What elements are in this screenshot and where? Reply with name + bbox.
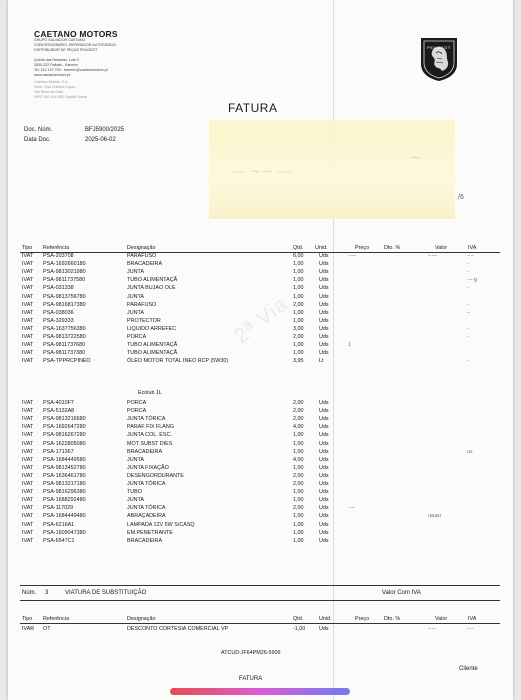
cell-qtd: 1,00 bbox=[293, 269, 304, 276]
t2-header-rule bbox=[20, 623, 500, 624]
cell-ref: PSA-9816817380 bbox=[43, 301, 86, 308]
t2-header-tipo: Tipo bbox=[22, 616, 33, 622]
cell-preco: - ---- bbox=[348, 253, 356, 259]
cell-qtd: 3,95 bbox=[293, 358, 304, 365]
invoice-page bbox=[8, 0, 513, 700]
cell-iva: - bbox=[467, 301, 469, 308]
cell-qtd: 6,00 bbox=[293, 253, 304, 259]
cell-tipo: IVAT bbox=[22, 261, 34, 268]
cell-des: BRACADEIRA bbox=[127, 537, 163, 544]
doc-number-value: BFJ5900/2025 bbox=[85, 127, 125, 133]
cell-unid: Uds bbox=[319, 489, 329, 496]
cell-iva: - bbox=[467, 325, 469, 332]
cell-unid: Uds bbox=[319, 334, 329, 340]
cell-unid: Uds bbox=[319, 277, 329, 284]
second-copy-watermark: 2ª Via bbox=[230, 292, 293, 349]
cell-qtd: 1,00 bbox=[293, 464, 304, 471]
cell-ref: PSA-6547C1 bbox=[43, 537, 75, 544]
cell-tipo: IVAT bbox=[22, 489, 34, 496]
cell-des: PORCA bbox=[127, 334, 147, 340]
cell-des: JUNTA COL. ESC. bbox=[127, 432, 172, 439]
cell-unid: Lt bbox=[319, 358, 324, 365]
discount-designacao: DESCONTO CORTESIA COMERCIAL VP bbox=[127, 626, 229, 632]
cell-ref: PSA-9816296380 bbox=[43, 489, 86, 496]
cell-des: JUNTA FIXAÇÃO bbox=[127, 464, 169, 471]
cell-tipo: IVAT bbox=[22, 497, 34, 504]
doc-date-value: 2025-06-02 bbox=[85, 137, 116, 143]
cell-ref: PSA-1637756380 bbox=[43, 325, 86, 332]
cell-des: BRACADEIRA bbox=[127, 448, 163, 455]
cell-tipo: IVAT bbox=[22, 521, 34, 528]
cell-ref: PSA-9811737380 bbox=[43, 350, 86, 357]
atcud-code: ATCUD:JF64PM26-5906 bbox=[221, 650, 281, 656]
cell-des: LIQUIDO ARREFEC bbox=[127, 325, 177, 332]
cell-tipo: IVAT bbox=[22, 285, 34, 292]
cell-ref: PSA-1688292480 bbox=[43, 497, 86, 504]
cell-tipo: IVAT bbox=[22, 440, 34, 447]
cell-qtd: 2,00 bbox=[293, 408, 304, 415]
cell-iva: - bbox=[467, 334, 469, 340]
cell-qtd: 2,00 bbox=[293, 505, 304, 512]
cell-ref: PSA-1609047380 bbox=[43, 529, 86, 536]
cell-des: ÓLEO MOTOR TOTAL INEO RCP (5W30) bbox=[127, 358, 229, 365]
cell-qtd: 2,00 bbox=[293, 400, 304, 406]
cell-iva: - bbox=[467, 261, 469, 268]
cell-des: DESENGORDURANTE bbox=[127, 472, 184, 479]
discount-row bbox=[8, 625, 513, 634]
cell-ref: PSA-031338 bbox=[43, 285, 74, 292]
cell-qtd: 1,00 bbox=[293, 448, 304, 455]
company-contact: Tel: 212 147 700 - barreiro@caetanomotors.pt bbox=[34, 68, 108, 72]
discount-unid: Uds bbox=[319, 626, 329, 632]
cell-unid: Uds bbox=[319, 269, 329, 276]
header-dto: Dto. % bbox=[384, 245, 401, 251]
section-rule-top bbox=[20, 585, 500, 586]
cell-ref: PSA-9813452780 bbox=[43, 464, 86, 471]
cell-qtd: 1,00 bbox=[293, 440, 304, 447]
cell-des: PARAF FIX FLANG bbox=[127, 424, 174, 431]
cell-iva: uu bbox=[467, 448, 472, 455]
cell-qtd: 1,00 bbox=[293, 432, 304, 439]
company-desc-1: CONCESSIONÁRIO, REPARADOR AUTORIZADO, bbox=[34, 43, 117, 47]
cell-des: TUBO bbox=[127, 489, 142, 496]
cell-qtd: 1,00 bbox=[293, 350, 304, 357]
cell-des: LAMPADA 12V 5W S/CASQ bbox=[127, 521, 195, 528]
cell-tipo: IVAT bbox=[22, 529, 34, 536]
cell-unid: Uds bbox=[319, 448, 329, 455]
cell-des: TUBO ALIMENTAÇÃ bbox=[127, 350, 178, 357]
cell-ref: PSA-9816267280 bbox=[43, 432, 86, 439]
cell-unid: Uds bbox=[319, 309, 329, 316]
cell-unid: Uds bbox=[319, 432, 329, 439]
cell-des: JUNTA bbox=[127, 309, 144, 316]
cell-qtd: 1,00 bbox=[293, 317, 304, 324]
cell-unid: Uds bbox=[319, 472, 329, 479]
cell-qtd: 4,00 bbox=[293, 456, 304, 463]
cell-des: BRACADEIRA bbox=[127, 261, 163, 268]
cell-ref: PSA-9813021980 bbox=[43, 269, 86, 276]
cell-ref: PSA-4010F7 bbox=[43, 400, 74, 406]
cell-des: PORCA bbox=[127, 408, 147, 415]
section-rule-bottom bbox=[20, 600, 500, 601]
company-name: CAETANO MOTORS bbox=[34, 29, 118, 39]
cell-ref: PSA-1684449480 bbox=[43, 513, 86, 520]
cell-unid: Uds bbox=[319, 537, 329, 544]
cell-des: PARAFUSO bbox=[127, 253, 157, 259]
cell-qtd: 1,00 bbox=[293, 537, 304, 544]
cell-tipo: IVAT bbox=[22, 472, 34, 479]
cell-qtd: 1,00 bbox=[293, 261, 304, 268]
cell-qtd: 3,00 bbox=[293, 325, 304, 332]
cell-des: JUNTA bbox=[127, 456, 144, 463]
cell-tipo: IVAT bbox=[22, 424, 34, 431]
cell-unid: Uds bbox=[319, 350, 329, 357]
discount-iva: -- -- bbox=[467, 626, 474, 632]
cell-unid: Uds bbox=[319, 513, 329, 520]
t2-header-valor: Valor bbox=[435, 616, 448, 622]
cell-qtd: 1,00 bbox=[293, 342, 304, 349]
header-designacao: Designação bbox=[127, 245, 156, 251]
cell-ref: PSA-9813217180 bbox=[43, 481, 86, 487]
company-desc-2: DISTRIBUIDOR DE PEÇAS PEUGEOT bbox=[34, 48, 98, 52]
cell-qtd: 1,00 bbox=[293, 497, 304, 504]
sticky-scribble-2: ~ bbox=[409, 150, 421, 166]
table-row bbox=[8, 537, 513, 546]
t2-header-qtd: Qtd. bbox=[293, 616, 304, 622]
cell-qtd: 2,00 bbox=[293, 334, 304, 340]
cell-iva: - bbox=[467, 269, 469, 276]
cell-des: JUNTA BUJAO OLE bbox=[127, 285, 176, 292]
header-preco: Preço bbox=[355, 245, 370, 251]
cell-ref: PSA-203708 bbox=[43, 253, 74, 259]
cell-unid: Uds bbox=[319, 400, 329, 406]
cell-tipo: IVAT bbox=[22, 277, 34, 284]
cell-tipo: IVAT bbox=[22, 456, 34, 463]
discount-tipo: IVAR bbox=[22, 626, 35, 632]
cell-tipo: IVAT bbox=[22, 317, 34, 324]
cell-tipo: IVAT bbox=[22, 513, 34, 520]
cell-qtd: 1,00 bbox=[293, 309, 304, 316]
cell-tipo: IVAT bbox=[22, 358, 34, 365]
home-indicator-bar bbox=[170, 688, 350, 695]
t2-header-dto: Dto. % bbox=[384, 616, 401, 622]
cell-unid: Uds bbox=[319, 456, 329, 463]
cell-iva: -- -- bbox=[467, 253, 474, 259]
cell-qtd: 2,00 bbox=[293, 481, 304, 487]
section-num-label: Núm. bbox=[22, 590, 37, 596]
cell-des: MOT SUBST DIES bbox=[127, 440, 173, 447]
cell-unid: Uds bbox=[319, 317, 329, 324]
cell-tipo: IVAT bbox=[22, 408, 34, 415]
discount-ref: OT bbox=[43, 626, 51, 632]
sticky-note bbox=[209, 120, 455, 219]
cell-ref: PSA-6216A1 bbox=[43, 521, 75, 528]
section-value-label: Valor Com IVA bbox=[382, 590, 421, 596]
cell-unid: Uds bbox=[319, 261, 329, 268]
cell-qtd: 2,00 bbox=[293, 416, 304, 423]
discount-qtd: -1,00 bbox=[293, 626, 306, 632]
header-iva: IVA bbox=[468, 245, 477, 251]
cell-ref: PSA-171367 bbox=[43, 448, 74, 455]
cell-tipo: IVAT bbox=[22, 481, 34, 487]
cell-unid: Uds bbox=[319, 416, 329, 423]
cell-valor: uuuuu bbox=[428, 513, 441, 520]
cell-tipo: IVAT bbox=[22, 325, 34, 332]
cell-ref: PSA-9813722580 bbox=[43, 334, 86, 340]
cell-des: JUNTA TÓRICA bbox=[127, 505, 166, 512]
cell-ref: PSA-9813216680 bbox=[43, 416, 86, 423]
client-label: Cliente bbox=[459, 666, 478, 672]
cell-iva: - bbox=[467, 358, 469, 365]
doc-date-label: Data Doc. bbox=[24, 137, 51, 143]
t2-header-designacao: Designação bbox=[127, 616, 156, 622]
footer-doc-type: FATURA bbox=[239, 676, 263, 682]
cell-unid: Uds bbox=[319, 505, 329, 512]
cell-des: ABRAÇADEIRA bbox=[127, 513, 166, 520]
page-number: /6 bbox=[458, 194, 464, 201]
cell-ref: PSA-9811737680 bbox=[43, 342, 86, 349]
cell-unid: Uds bbox=[319, 293, 329, 300]
cell-tipo: IVAT bbox=[22, 505, 34, 512]
cell-tipo: IVAT bbox=[22, 253, 34, 259]
cell-des: JUNTA TÓRICA bbox=[127, 416, 166, 423]
cell-ref: PSA-TPPRCPINEO bbox=[43, 358, 91, 365]
cell-iva: - bbox=[467, 285, 469, 292]
company-address-1: Quinta das Rebarias, Lote 5 bbox=[34, 58, 79, 62]
cell-des: PORCA bbox=[127, 400, 147, 406]
document-title: FATURA bbox=[228, 101, 278, 115]
cell-des: JUNTA bbox=[127, 293, 144, 300]
cell-qtd: 4,00 bbox=[293, 424, 304, 431]
cell-des: TUBO ALIMENTAÇÃ bbox=[127, 277, 178, 284]
t2-header-iva: IVA bbox=[468, 616, 477, 622]
cell-ref: PSA-1684449580 bbox=[43, 456, 86, 463]
cell-qtd: 2,00 bbox=[293, 301, 304, 308]
company-address-2: 2830-222 Palhais - Barreiro bbox=[34, 63, 78, 67]
cell-ref: PSA-9813756780 bbox=[43, 293, 86, 300]
cell-preco: - --- bbox=[348, 505, 355, 512]
t2-header-preco: Preço bbox=[355, 616, 370, 622]
t2-header-referencia: Referência bbox=[43, 616, 70, 622]
header-referencia: Referência bbox=[43, 245, 70, 251]
cell-unid: Uds bbox=[319, 424, 329, 431]
peugeot-lion-logo-icon bbox=[418, 36, 460, 82]
discount-valor: -- --- bbox=[428, 626, 436, 632]
cell-tipo: IVAT bbox=[22, 342, 34, 349]
cell-unid: Uds bbox=[319, 325, 329, 332]
cell-valor: -- ---- bbox=[428, 253, 437, 259]
cell-ref: PSA-1692660180 bbox=[43, 261, 86, 268]
cell-unid: Uds bbox=[319, 497, 329, 504]
cell-tipo: IVAT bbox=[22, 269, 34, 276]
cell-tipo: IVAT bbox=[22, 301, 34, 308]
cell-tipo: IVAT bbox=[22, 350, 34, 357]
sticky-scribble-1: — ~~ — bbox=[231, 164, 292, 180]
cell-tipo: IVAT bbox=[22, 432, 34, 439]
cell-tipo: IVAT bbox=[22, 448, 34, 455]
cell-ref: PSA-329333 bbox=[43, 317, 74, 324]
cell-ref: PSA-1636461780 bbox=[43, 472, 86, 479]
section-title: VIATURA DE SUBSTITUIÇÃO bbox=[65, 590, 147, 596]
cell-ref: PSA-038036 bbox=[43, 309, 74, 316]
header-tipo: Tipo bbox=[22, 245, 33, 251]
cell-des: JUNTA bbox=[127, 269, 144, 276]
cell-unid: Uds bbox=[319, 440, 329, 447]
logo-text: PEUGEOT bbox=[427, 45, 451, 50]
cell-unid: Uds bbox=[319, 481, 329, 487]
cell-des: PROTECTOR bbox=[127, 317, 161, 324]
cell-unid: Uds bbox=[319, 464, 329, 471]
header-unid: Unid. bbox=[315, 245, 328, 251]
cell-ref: PSA-5132A8 bbox=[43, 408, 75, 415]
cell-iva: -- bbox=[467, 309, 470, 316]
cell-ref: PSA-117029 bbox=[43, 505, 74, 512]
cell-tipo: IVAT bbox=[22, 400, 34, 406]
cell-tipo: IVAT bbox=[22, 309, 34, 316]
cell-preco: 1 bbox=[348, 342, 351, 349]
cell-unid: Uds bbox=[319, 529, 329, 536]
cell-tipo: IVAT bbox=[22, 537, 34, 544]
cell-qtd: 1,00 bbox=[293, 513, 304, 520]
cell-des: PARAFUSO bbox=[127, 301, 157, 308]
cell-qtd: 1,00 bbox=[293, 293, 304, 300]
cell-ref: PSA-9811737580 bbox=[43, 277, 86, 284]
cell-unid: Uds bbox=[319, 408, 329, 415]
cell-tipo: IVAT bbox=[22, 293, 34, 300]
cell-qtd: 1,00 bbox=[293, 285, 304, 292]
doc-number-label: Doc. Núm. bbox=[24, 127, 53, 133]
company-legal-4: NIPC 500 X16 982 Capital Social bbox=[34, 95, 87, 99]
cell-des: JUNTA bbox=[127, 497, 144, 504]
cell-unid: Uds bbox=[319, 253, 329, 259]
cell-unid: Uds bbox=[319, 342, 329, 349]
cell-unid: Uds bbox=[319, 301, 329, 308]
cell-tipo: IVAT bbox=[22, 334, 34, 340]
cell-qtd: 1,00 bbox=[293, 489, 304, 496]
cell-ref: PSA-1622805080 bbox=[43, 440, 86, 447]
company-group: GRUPO SALVADOR CAETANO bbox=[34, 38, 86, 42]
company-legal-2: Sede: Rua Teixeira Lopes bbox=[34, 85, 76, 89]
header-qtd: Qtd. bbox=[293, 245, 304, 251]
cell-des: JUNTA TÓRICA bbox=[127, 481, 166, 487]
cell-qtd: 1,00 bbox=[293, 529, 304, 536]
section-num-value: 3 bbox=[45, 590, 49, 596]
cell-unid: Uds bbox=[319, 521, 329, 528]
company-legal-3: Vila Nova de Gaia bbox=[34, 90, 63, 94]
cell-qtd: 2,00 bbox=[293, 472, 304, 479]
cell-tipo: IVAT bbox=[22, 464, 34, 471]
company-website: www.caetanomotors.pt bbox=[34, 73, 71, 77]
cell-qtd: 1,00 bbox=[293, 277, 304, 284]
cell-tipo: IVAT bbox=[22, 416, 34, 423]
cell-ref: PSA-1692647280 bbox=[43, 424, 86, 431]
table-row bbox=[8, 357, 513, 366]
cell-des: TUBO ALIMENTAÇÃ bbox=[127, 342, 178, 349]
item-continuation-note: Ecolub 1L bbox=[138, 390, 162, 396]
cell-qtd: 1,00 bbox=[293, 521, 304, 528]
cell-unid: Uds bbox=[319, 285, 329, 292]
cell-iva: - -- -g bbox=[467, 277, 477, 284]
header-valor: Valor bbox=[435, 245, 448, 251]
cell-des: EM.PENETRANTE bbox=[127, 529, 173, 536]
t2-header-unid: Unid. bbox=[319, 616, 332, 622]
company-legal-1: Caetano Motors, S.A. bbox=[34, 80, 69, 84]
